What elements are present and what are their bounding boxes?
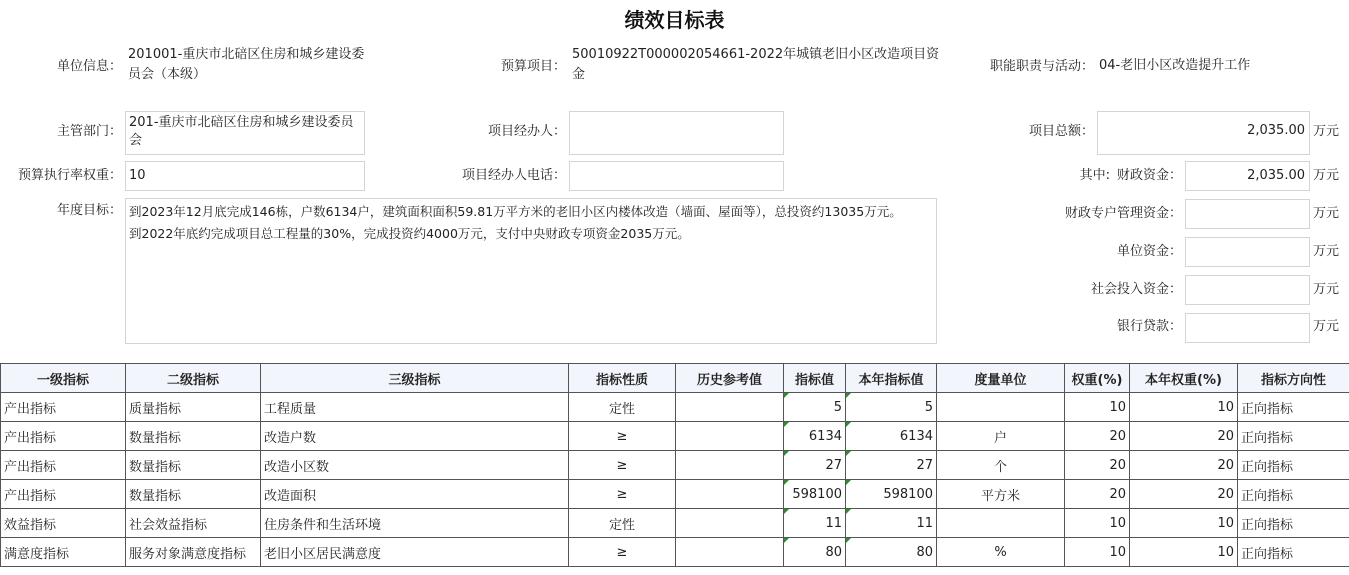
cell-year-value[interactable]: 6134 [846,422,937,451]
table-row [1,509,1349,538]
supervisor-dept-field[interactable]: 201-重庆市北碚区住房和城乡建设委员会 [125,111,365,155]
header-direction: 指标方向性 [1238,364,1349,393]
fiscal-funds-field[interactable]: 2,035.00 [1185,161,1310,191]
cell-year-weight[interactable]: 20 [1130,480,1238,509]
cell-history[interactable] [676,509,784,538]
cell-nature[interactable]: ≥ [569,451,676,480]
cell-history[interactable] [676,422,784,451]
special-funds-field[interactable] [1185,199,1310,229]
cell-year-weight[interactable]: 10 [1130,538,1238,567]
table-row [1,451,1349,480]
project-total-label: 项目总额： [1028,124,1094,139]
cell-level2[interactable]: 数量指标 [126,480,261,509]
cell-level1[interactable]: 满意度指标 [1,538,126,567]
cell-level3[interactable]: 改造户数 [261,422,569,451]
cell-value[interactable]: 5 [784,393,846,422]
table-row [1,480,1349,509]
social-funds-label: 社会投入资金： [1090,282,1182,297]
cell-value[interactable]: 11 [784,509,846,538]
project-manager-label: 项目经办人： [487,124,566,139]
header-nature: 指标性质 [569,364,676,393]
cell-year-weight[interactable]: 20 [1130,422,1238,451]
budget-project-value: 50010922T000002054661-2022年城镇老旧小区改造项目资金 [572,47,940,82]
unit-info-value: 201001-重庆市北碚区住房和城乡建设委员会（本级） [128,47,365,82]
cell-weight[interactable]: 10 [1065,393,1130,422]
social-funds-unit: 万元 [1313,282,1340,297]
cell-history[interactable] [676,393,784,422]
project-total-unit: 万元 [1313,124,1340,139]
execution-weight-label: 预算执行率权重： [17,168,122,183]
cell-weight[interactable]: 10 [1065,538,1130,567]
bank-loan-label: 银行贷款： [1116,319,1182,334]
cell-nature[interactable]: ≥ [569,538,676,567]
cell-year-value[interactable]: 27 [846,451,937,480]
cell-unit[interactable]: % [937,538,1065,567]
cell-weight[interactable]: 20 [1065,422,1130,451]
cell-value[interactable]: 6134 [784,422,846,451]
annual-goal-label: 年度目标： [56,203,122,218]
cell-unit[interactable]: 平方米 [937,480,1065,509]
table-row [1,538,1349,567]
cell-level3[interactable]: 改造面积 [261,480,569,509]
cell-level1[interactable]: 效益指标 [1,509,126,538]
cell-nature[interactable]: 定性 [569,393,676,422]
social-funds-field[interactable] [1185,275,1310,305]
cell-history[interactable] [676,538,784,567]
cell-unit[interactable] [937,393,1065,422]
cell-level3[interactable]: 老旧小区居民满意度 [261,538,569,567]
cell-unit[interactable]: 户 [937,422,1065,451]
project-manager-phone-field[interactable] [569,161,784,191]
cell-level1[interactable]: 产出指标 [1,422,126,451]
cell-weight[interactable]: 20 [1065,451,1130,480]
cell-year-value[interactable]: 5 [846,393,937,422]
cell-level2[interactable]: 质量指标 [126,393,261,422]
cell-value[interactable]: 27 [784,451,846,480]
cell-level2[interactable]: 数量指标 [126,422,261,451]
cell-value[interactable]: 80 [784,538,846,567]
unit-info-label: 单位信息： [56,59,122,74]
special-funds-unit: 万元 [1313,206,1340,221]
cell-direction[interactable]: 正向指标 [1238,451,1349,480]
execution-weight-field[interactable]: 10 [125,161,365,191]
header-weight: 权重(%) [1065,364,1130,393]
cell-level2[interactable]: 服务对象满意度指标 [126,538,261,567]
cell-direction[interactable]: 正向指标 [1238,509,1349,538]
cell-nature[interactable]: ≥ [569,422,676,451]
cell-direction[interactable]: 正向指标 [1238,480,1349,509]
cell-year-value[interactable]: 598100 [846,480,937,509]
fiscal-funds-label: 财政资金： [1116,168,1182,183]
unit-funds-field[interactable] [1185,237,1310,267]
project-manager-phone-label: 项目经办人电话： [461,168,566,183]
cell-level1[interactable]: 产出指标 [1,451,126,480]
of-which-label: 其中: [1079,168,1110,183]
cell-level1[interactable]: 产出指标 [1,480,126,509]
cell-year-weight[interactable]: 10 [1130,509,1238,538]
cell-level3[interactable]: 改造小区数 [261,451,569,480]
header-level1: 一级指标 [1,364,126,393]
header-value: 指标值 [784,364,846,393]
bank-loan-unit: 万元 [1313,319,1340,334]
header-level2: 二级指标 [126,364,261,393]
annual-goal-line-2: 到2022年底约完成项目总工程量的30%，完成投资约4000万元，支付中央财政专项资金2035万元。 [129,226,690,241]
cell-history[interactable] [676,451,784,480]
cell-year-weight[interactable]: 20 [1130,451,1238,480]
cell-weight[interactable]: 20 [1065,480,1130,509]
cell-history[interactable] [676,480,784,509]
unit-funds-unit: 万元 [1313,244,1340,259]
cell-direction[interactable]: 正向指标 [1238,538,1349,567]
cell-level3[interactable]: 住房条件和生活环境 [261,509,569,538]
cell-year-value[interactable]: 11 [846,509,937,538]
page-title: 绩效目标表 [624,8,725,32]
special-funds-label: 财政专户管理资金： [1064,206,1182,221]
header-level3: 三级指标 [261,364,569,393]
annual-goal-field[interactable] [125,198,937,344]
duty-activity-value: 04-老旧小区改造提升工作 [1099,58,1251,73]
cell-direction[interactable]: 正向指标 [1238,422,1349,451]
cell-year-weight[interactable]: 10 [1130,393,1238,422]
table-header-row [1,364,1349,393]
cell-level3[interactable]: 工程质量 [261,393,569,422]
header-unit: 度量单位 [937,364,1065,393]
cell-unit[interactable]: 个 [937,451,1065,480]
table-row [1,422,1349,451]
fiscal-funds-unit: 万元 [1313,168,1340,183]
header-year-value: 本年指标值 [846,364,937,393]
budget-project-label: 预算项目： [500,59,566,74]
table-row [1,393,1349,422]
project-manager-field[interactable] [569,111,784,155]
project-total-field[interactable]: 2,035.00 [1097,111,1310,155]
cell-value[interactable]: 598100 [784,480,846,509]
indicator-table [0,363,1349,567]
unit-funds-label: 单位资金： [1116,244,1182,259]
cell-direction[interactable]: 正向指标 [1238,393,1349,422]
header-history: 历史参考值 [676,364,784,393]
cell-year-value[interactable]: 80 [846,538,937,567]
supervisor-dept-label: 主管部门： [56,124,122,139]
cell-nature[interactable]: ≥ [569,480,676,509]
cell-unit[interactable] [937,509,1065,538]
annual-goal-line-1: 到2023年12月底完成146栋，户数6134户，建筑面积面积59.81万平方米的老旧小区内楼体改造（墙面、屋面等），总投资约13035万元。 [129,204,902,219]
header-year-weight: 本年权重(%) [1130,364,1238,393]
bank-loan-field[interactable] [1185,313,1310,343]
cell-level1[interactable]: 产出指标 [1,393,126,422]
cell-nature[interactable]: 定性 [569,509,676,538]
cell-level2[interactable]: 社会效益指标 [126,509,261,538]
duty-activity-label: 职能职责与活动： [989,59,1094,74]
cell-level2[interactable]: 数量指标 [126,451,261,480]
cell-weight[interactable]: 10 [1065,509,1130,538]
